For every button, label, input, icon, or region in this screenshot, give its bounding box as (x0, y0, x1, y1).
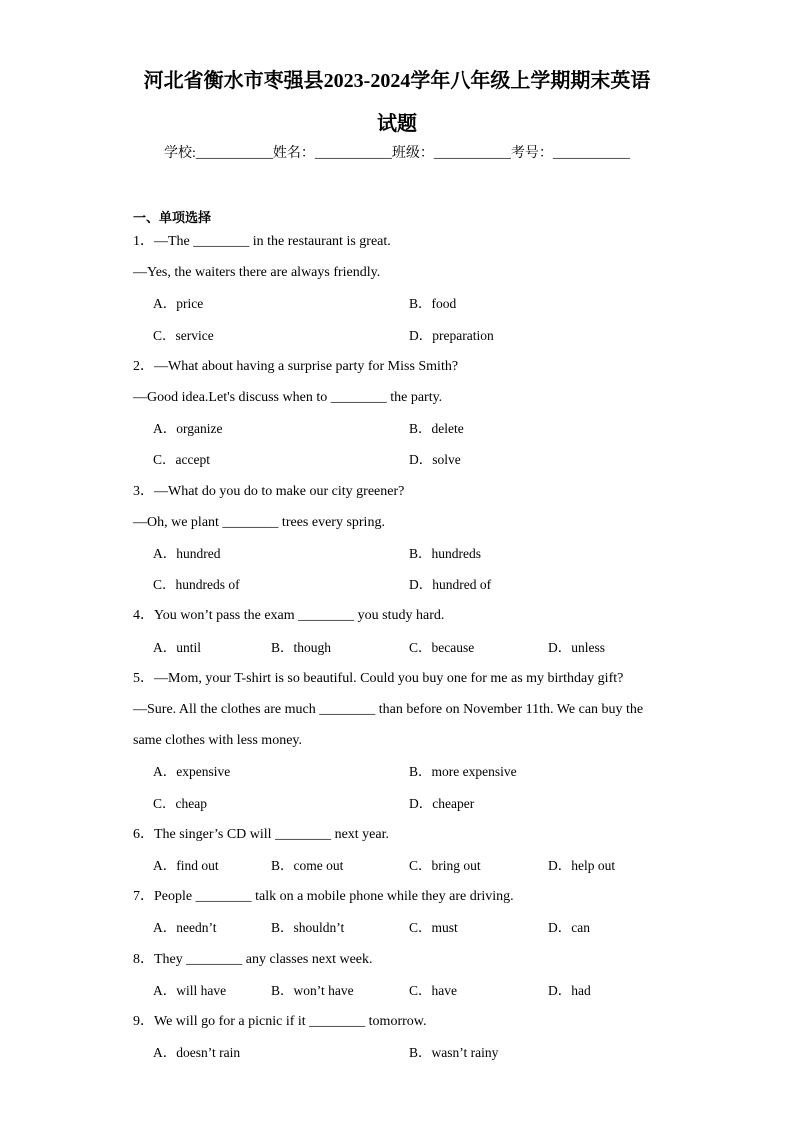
question-6-option-d: D．help out (548, 858, 616, 873)
question-5-option-a: A．expensive (153, 764, 231, 779)
question-6-option-a: A．find out (153, 858, 219, 873)
question-1-option-a: A．price (153, 296, 204, 311)
question-6-line-1: 6．The singer’s CD will ________ next year. (133, 827, 389, 842)
question-4-option-d: D．unless (548, 640, 605, 655)
question-5-option-d: D．cheaper (409, 796, 475, 811)
question-5-line-2: —Sure. All the clothes are much ________ than before on November 11th. We can buy the (133, 702, 644, 717)
question-7-option-a: A．needn’t (153, 920, 217, 935)
question-3-option-d: D．hundred of (409, 577, 492, 592)
question-5-option-b: B．more expensive (409, 764, 517, 779)
question-7-option-b: B．shouldn’t (271, 920, 345, 935)
document-title-line2: 试题 (377, 113, 417, 135)
question-2-option-a: A．organize (153, 421, 223, 436)
question-9-option-b: B．wasn’t rainy (409, 1045, 499, 1060)
question-8-option-d: D．had (548, 983, 591, 998)
question-3-option-a: A．hundred (153, 546, 221, 561)
document-title-line1: 河北省衡水市枣强县2023-2024学年八年级上学期期末英语 (143, 70, 651, 92)
question-2-option-c: C．accept (153, 452, 210, 467)
question-4-option-a: A．until (153, 640, 202, 655)
question-1-line-2: —Yes, the waiters there are always friendly. (133, 265, 381, 280)
question-6-option-b: B．come out (271, 858, 344, 873)
question-2-option-d: D．solve (409, 452, 461, 467)
question-2-option-b: B．delete (409, 421, 464, 436)
question-8-line-1: 8．They ________ any classes next week. (133, 952, 373, 967)
question-8-option-b: B．won’t have (271, 983, 354, 998)
question-1-option-b: B．food (409, 296, 457, 311)
question-6-option-c: C．bring out (409, 858, 481, 873)
question-9-option-a: A．doesn’t rain (153, 1045, 241, 1060)
question-7-option-c: C．must (409, 920, 458, 935)
question-2-line-2: —Good idea.Let's discuss when to ________ the party. (133, 390, 443, 405)
question-5-option-c: C．cheap (153, 796, 207, 811)
question-1-option-c: C．service (153, 328, 214, 343)
section-heading: 一、单项选择 (133, 211, 212, 226)
question-4-line-1: 4．You won’t pass the exam ________ you study hard. (133, 608, 445, 623)
question-1-line-1: 1．—The ________ in the restaurant is great. (133, 234, 391, 249)
question-7-line-1: 7．People ________ talk on a mobile phone while they are driving. (133, 889, 514, 904)
question-5-line-3: same clothes with less money. (133, 733, 303, 748)
question-7-option-d: D．can (548, 920, 590, 935)
student-info-line: 学校:___________姓名：___________班级：___________考号：___________ (164, 146, 630, 161)
question-3-line-2: —Oh, we plant ________ trees every spring. (133, 515, 385, 530)
question-3-option-c: C．hundreds of (153, 577, 240, 592)
question-5-line-1: 5．—Mom, your T-shirt is so beautiful. Could you buy one for me as my birthday gift? (133, 671, 624, 686)
question-4-option-c: C．because (409, 640, 475, 655)
question-1-option-d: D．preparation (409, 328, 494, 343)
question-2-line-1: 2．—What about having a surprise party for Miss Smith? (133, 359, 459, 374)
question-4-option-b: B．though (271, 640, 332, 655)
question-8-option-a: A．will have (153, 983, 227, 998)
question-3-option-b: B．hundreds (409, 546, 481, 561)
question-9-line-1: 9．We will go for a picnic if it ________ tomorrow. (133, 1014, 427, 1029)
question-3-line-1: 3．—What do you do to make our city greener? (133, 484, 405, 499)
question-8-option-c: C．have (409, 983, 457, 998)
